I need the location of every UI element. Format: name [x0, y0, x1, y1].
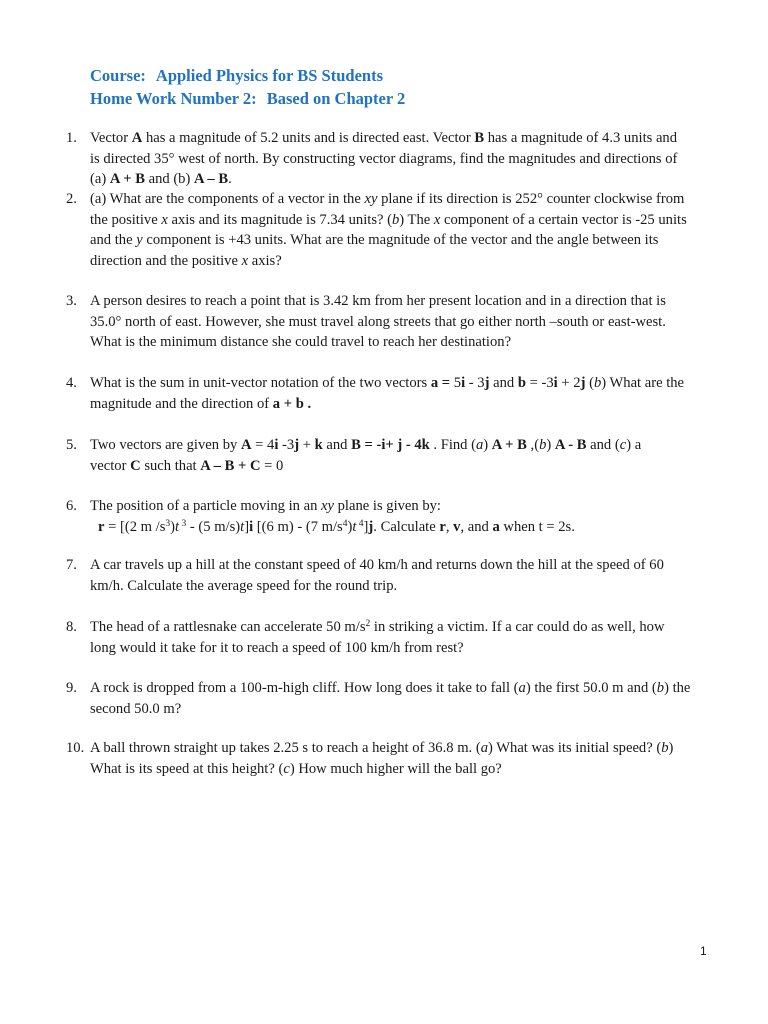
question-text: The position of a particle moving in an xy plane is given by: r = [(2 m $/s^3)t$ $^3$ - (5 m/s)t]i [(6 m) - (7 $m/s^4)t$ $^4$]j. Calculate r, v, and a when t = 2s.: [90, 498, 575, 535]
question-text: Vector A has a magnitude of 5.2 units and is directed east. Vector B has a magnitude of 4.3 units and is directed 35° west of north. By constructing vector diagrams, find the magnitudes and directions of (a) A + B and (b) A – B.: [90, 130, 678, 187]
question-number: 3.: [66, 293, 77, 309]
question-number: 5.: [66, 437, 77, 453]
question-text: The head of a rattlesnake can accelerate 50 $m/s^2$ in striking a victim. If a car could do as well, how long would it take for it to reach a speed of 100 km/h from rest?: [90, 619, 665, 656]
question-text: Two vectors are given by A = 4i -3j + k and B = -i+ j - 4k . Find (a) A + B ,(b) A - B and (c) a vector C such that A – B + C = 0: [90, 437, 642, 474]
question-text: A car travels up a hill at the constant speed of 40 km/h and returns down the hill at the speed of 60 km/h. Calculate the average speed for the round trip.: [90, 557, 664, 594]
question-text: (a) What are the components of a vector in the xy plane if its direction is 252° counter clockwise from the positive x axis and its magnitude is 7.34 units? (b) The x component of a certain vector is -25 units and the y component is +43 units. What are the magnitude of the vector and the angle between its direction and the positive x axis?: [90, 191, 687, 269]
question-text: A person desires to reach a point that is 3.42 km from her present location and in a direction that is 35.0° north of east. However, she must travel along streets that go either north –south or east-west. What is the minimum distance she could travel to reach her destination?: [90, 293, 666, 350]
question-text: What is the sum in unit-vector notation of the two vectors a = 5i - 3j and b = -3i + 2j (b) What are the magnitude and the direction of a + b .: [90, 375, 685, 412]
page-number: 1: [700, 944, 707, 958]
homework-basis: Based on Chapter 2: [266, 89, 406, 108]
question-number: 8.: [66, 619, 77, 635]
question-number: 4.: [66, 375, 77, 391]
course-line: [90, 64, 405, 87]
document-heading: [90, 64, 405, 110]
question-number: 9.: [66, 680, 77, 696]
homework-label: Home Work Number 2:: [90, 89, 257, 108]
homework-line: [90, 87, 405, 110]
question-number: 10.: [66, 740, 85, 756]
course-label: Course:: [90, 66, 146, 85]
question-number: 7.: [66, 557, 77, 573]
course-name: Applied Physics for BS Students: [155, 66, 383, 85]
question-text: A rock is dropped from a 100-m-high cliff. How long does it take to fall (a) the first 50.0 m and (b) the second 50.0 m?: [90, 680, 691, 717]
question-number: 6.: [66, 498, 77, 514]
question-number: 1.: [66, 130, 77, 146]
question-text: A ball thrown straight up takes 2.25 s to reach a height of 36.8 m. (a) What was its initial speed? (b) What is its speed at this height? (c) How much higher will the ball go?: [90, 740, 674, 777]
question-number: 2.: [66, 191, 77, 207]
